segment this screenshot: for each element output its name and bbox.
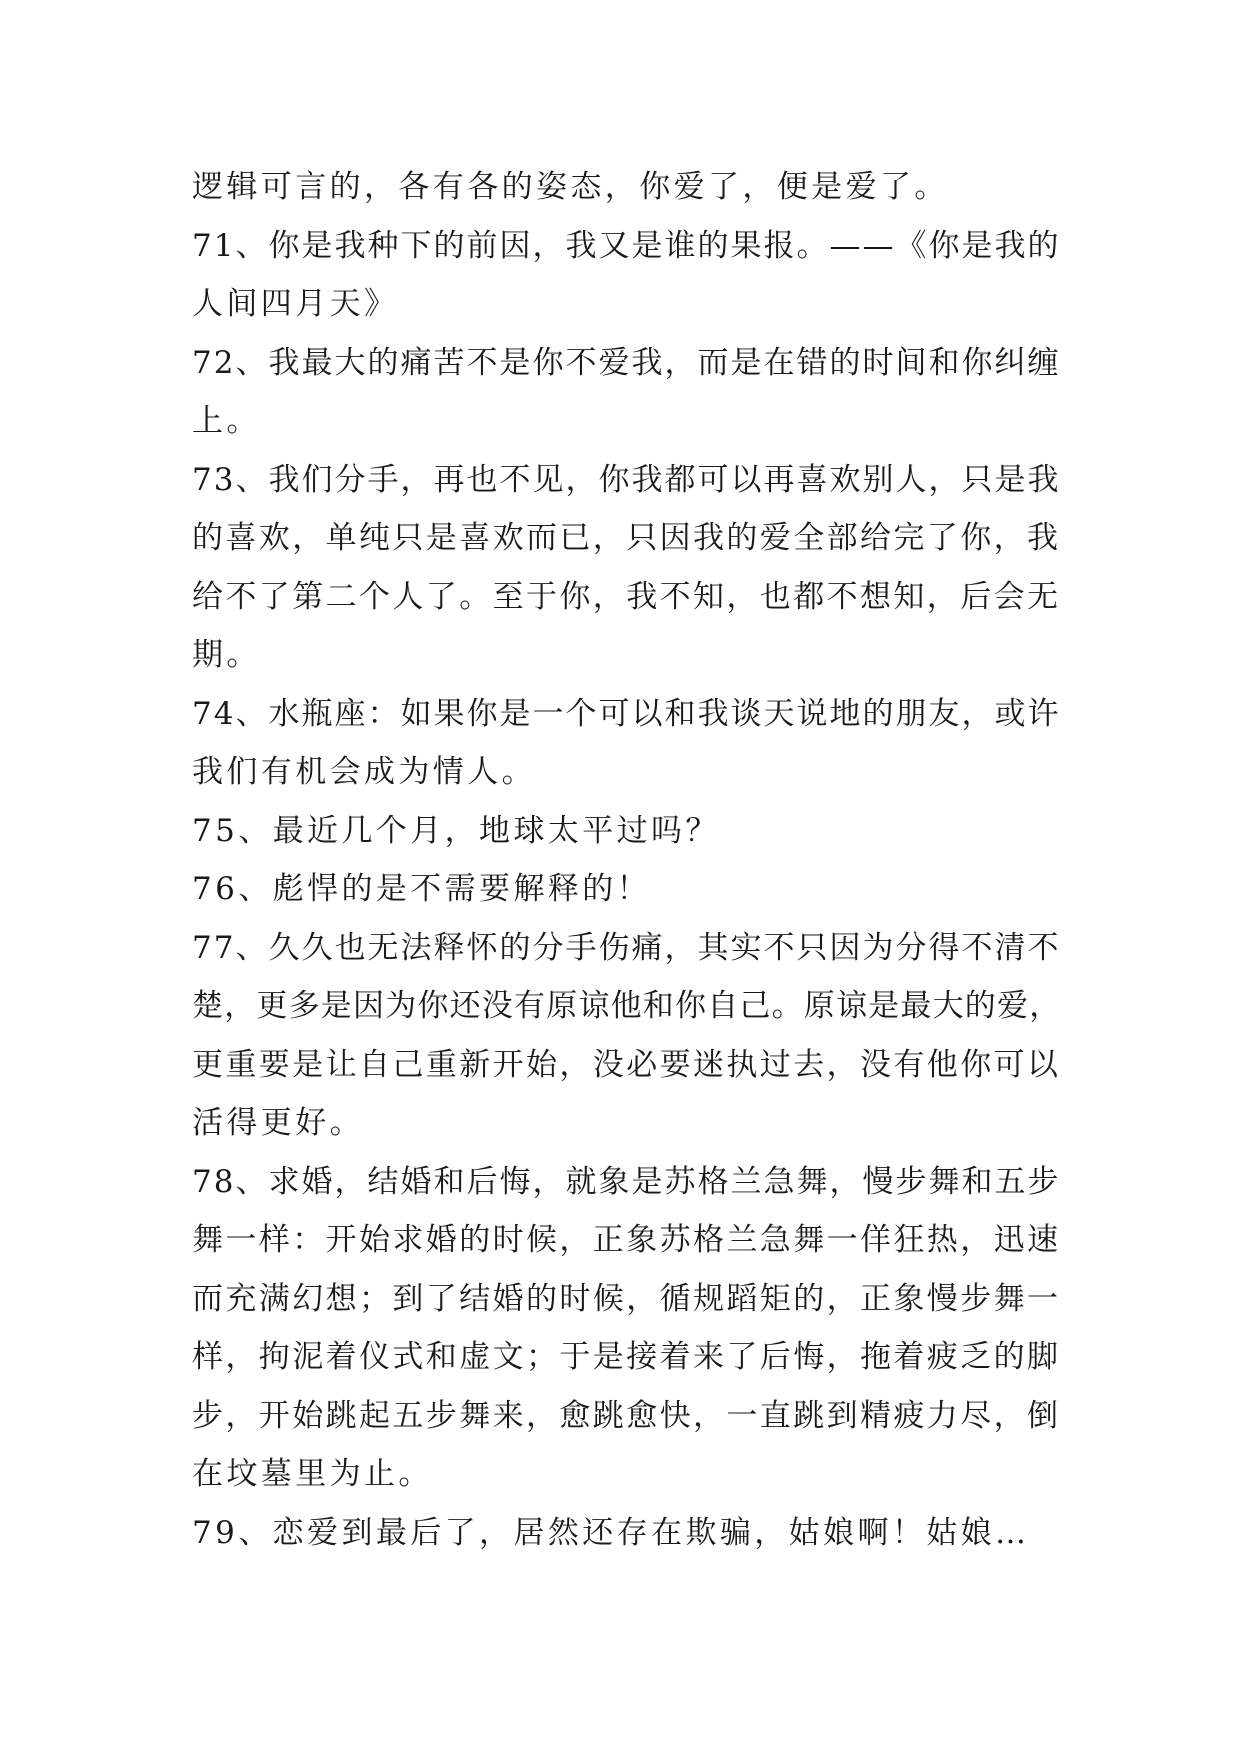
text-line: 77、久久也无法释怀的分手伤痛，其实不只因为分得不清不 xyxy=(192,929,1061,966)
text-line: 而充满幻想；到了结婚的时候，循规蹈矩的，正象慢步舞一 xyxy=(192,1280,1061,1317)
text-line: 上。 xyxy=(192,403,261,439)
text-line: 期。 xyxy=(192,637,261,673)
text-line: 步，开始跳起五步舞来，愈跳愈快，一直跳到精疲力尽，倒 xyxy=(192,1397,1061,1434)
text-line: 人间四月天》 xyxy=(192,286,399,322)
text-line: 72、我最大的痛苦不是你不爱我，而是在错的时间和你纠缠 xyxy=(192,344,1061,381)
text-line: 舞一样：开始求婚的时候，正象苏格兰急舞一佯狂热，迅速 xyxy=(192,1222,1061,1258)
text-line: 75、最近几个月，地球太平过吗？ xyxy=(192,812,720,849)
text-line: 的喜欢，单纯只是喜欢而已，只因我的爱全部给完了你，我 xyxy=(192,520,1061,556)
text-line: 76、彪悍的是不需要解释的！ xyxy=(192,871,652,907)
text-line: 在坟墓里为止。 xyxy=(192,1456,433,1492)
text-line: 我们有机会成为情人。 xyxy=(192,754,536,790)
text-line: 79、恋爱到最后了，居然还存在欺骗，姑娘啊！姑娘… xyxy=(192,1514,1030,1551)
text-line: 71、你是我种下的前因，我又是谁的果报。——《你是我的 xyxy=(192,227,1061,264)
text-line: 更重要是让自己重新开始，没必要迷执过去，没有他你可以 xyxy=(192,1046,1061,1083)
document-body xyxy=(192,158,1062,1562)
text-line: 给不了第二个人了。至于你，我不知，也都不想知，后会无 xyxy=(192,578,1061,615)
text-line: 78、求婚，结婚和后悔，就象是苏格兰急舞，慢步舞和五步 xyxy=(192,1163,1061,1200)
text-line: 楚，更多是因为你还没有原谅他和你自己。原谅是最大的爱， xyxy=(192,988,1062,1024)
text-line: 样，拘泥着仪式和虚文；于是接着来了后悔，拖着疲乏的脚 xyxy=(192,1339,1061,1375)
text-line: 73、我们分手，再也不见，你我都可以再喜欢别人，只是我 xyxy=(192,461,1061,498)
text-line: 74、水瓶座：如果你是一个可以和我谈天说地的朋友，或许 xyxy=(192,695,1061,732)
text-line: 活得更好。 xyxy=(192,1105,364,1141)
text-line: 逻辑可言的，各有各的姿态，你爱了，便是爱了。 xyxy=(192,169,949,205)
